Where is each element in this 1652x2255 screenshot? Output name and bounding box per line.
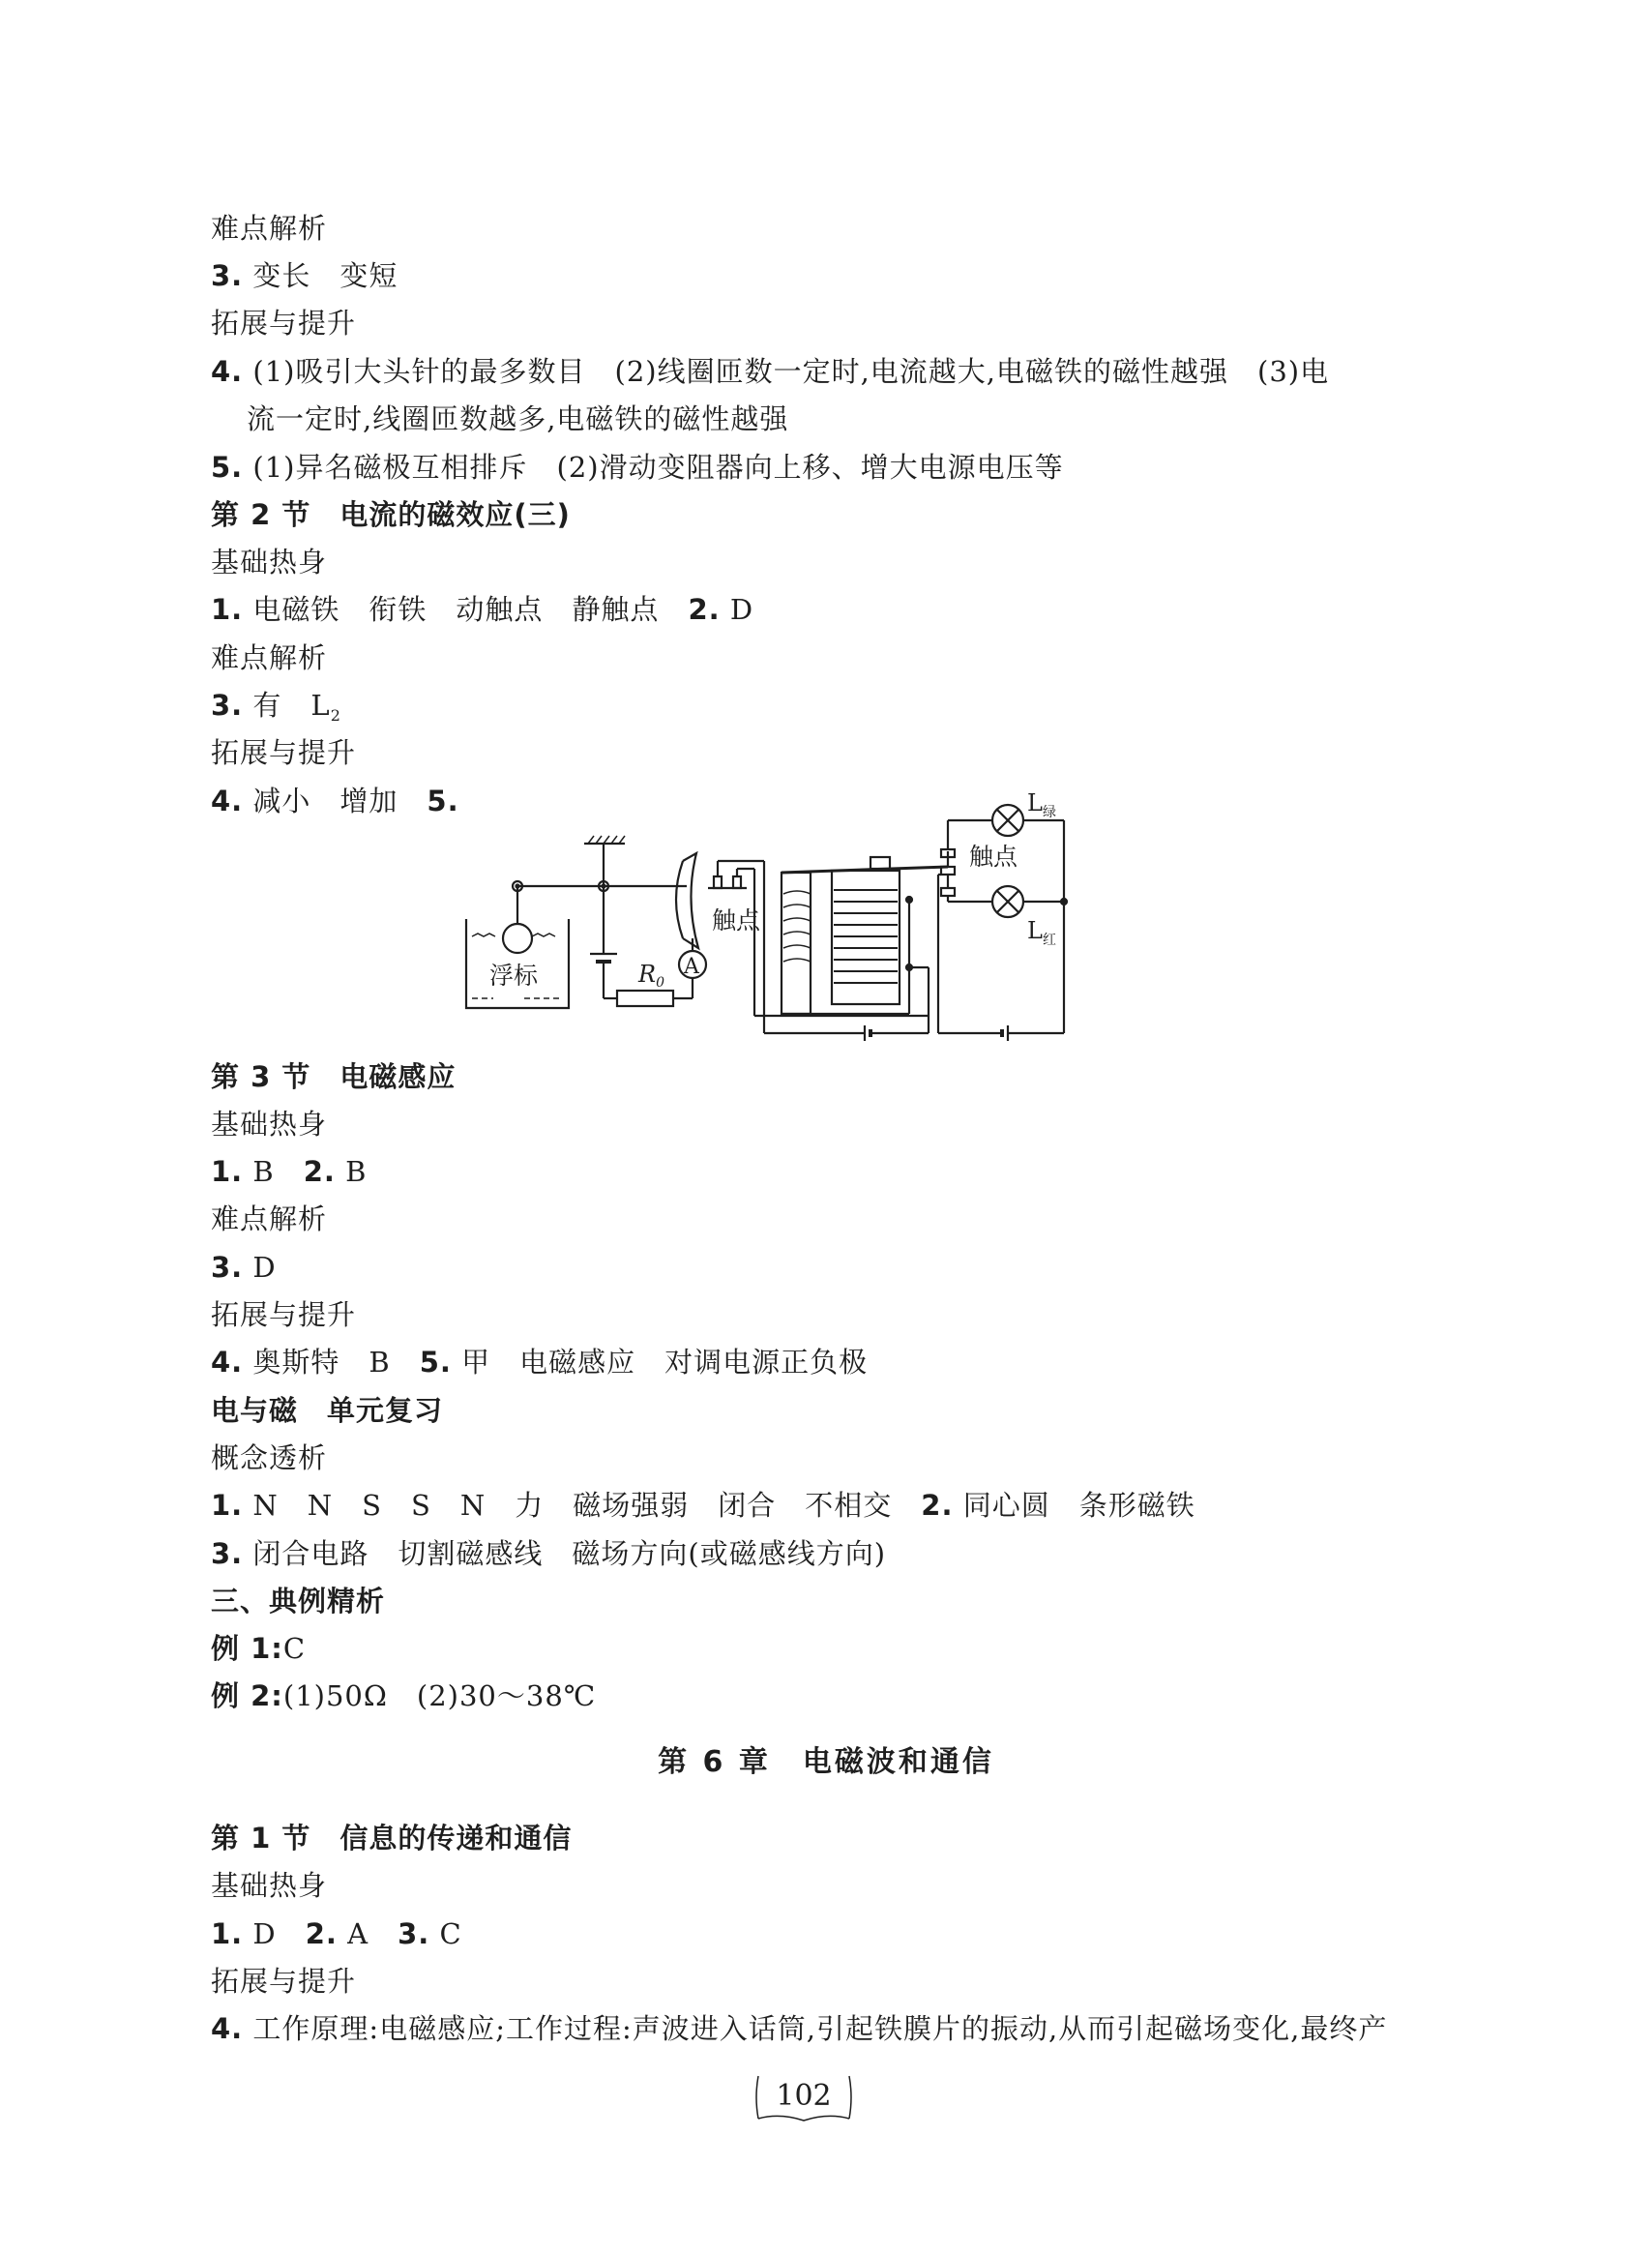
lamp-green-label: $L_绿$ xyxy=(1027,793,1056,820)
section-heading-warmup: 基础热身 xyxy=(211,1869,328,1902)
answer-line: 5. (1)异名磁极互相排斥 (2)滑动变阻器向上移、增大电源电压等 xyxy=(211,451,1064,484)
section-heading-extension: 拓展与提升 xyxy=(211,1298,357,1331)
section-title: 第 1 节 信息的传递和通信 xyxy=(211,1822,573,1854)
resistor-label: $R_0$ xyxy=(638,961,664,991)
section-heading-concepts: 概念透析 xyxy=(211,1441,328,1474)
section-title: 第 3 节 电磁感应 xyxy=(211,1060,457,1093)
contact-label-left: 触点 xyxy=(712,906,761,935)
section-heading-extension: 拓展与提升 xyxy=(211,736,357,769)
float-ball xyxy=(503,924,532,953)
answer-line: 1. 电磁铁 衔铁 动触点 静触点 2. D xyxy=(211,593,754,626)
answer-line: 4. 工作原理:电磁感应;工作过程:声波进入话筒,引起铁膜片的振动,从而引起磁场变化,最终产 xyxy=(211,2012,1388,2045)
section-heading-difficulty: 难点解析 xyxy=(211,641,328,674)
example-answer: 例 2:(1)50Ω (2)30～38℃ xyxy=(211,1679,597,1712)
ammeter-label: A xyxy=(684,955,699,979)
answer-line: 3. 变长 变短 xyxy=(211,259,398,292)
answer-line: 1. N N S S N 力 磁场强弱 闭合 不相交 2. 同心圆 条形磁铁 xyxy=(211,1489,1195,1522)
contact-left-1 xyxy=(714,876,722,888)
section-title: 第 2 节 电流的磁效应(三) xyxy=(211,498,571,531)
example-answer: 例 1:C xyxy=(211,1632,307,1665)
section-heading-examples: 三、典例精析 xyxy=(211,1585,386,1617)
answer-line: 1. D 2. A 3. C xyxy=(211,1917,462,1950)
page-number: 102 xyxy=(776,2079,832,2113)
relay-circuit-diagram xyxy=(455,793,1074,1045)
section-heading-difficulty: 难点解析 xyxy=(211,1202,328,1235)
section-title: 电与磁 单元复习 xyxy=(211,1394,444,1427)
chapter-title: 第 6 章 电磁波和通信 xyxy=(658,1745,994,1779)
section-heading-warmup: 基础热身 xyxy=(211,1108,328,1141)
section-heading-difficulty: 难点解析 xyxy=(211,212,328,245)
answer-line: 4. 减小 增加 5. xyxy=(211,785,459,817)
section-heading-extension: 拓展与提升 xyxy=(211,307,357,340)
answer-line: 3. D xyxy=(211,1251,277,1284)
answer-line-continued: 流一定时,线圈匝数越多,电磁铁的磁性越强 xyxy=(247,402,789,435)
contact-left-2 xyxy=(733,876,741,888)
answer-line: 4. (1)吸引大头针的最多数目 (2)线圈匝数一定时,电流越大,电磁铁的磁性越强 (3)电 xyxy=(211,355,1330,388)
answer-line: 4. 奥斯特 B 5. 甲 电磁感应 对调电源正负极 xyxy=(211,1346,869,1379)
float-label: 浮标 xyxy=(489,962,539,990)
section-heading-extension: 拓展与提升 xyxy=(211,1965,357,1998)
answer-line: 3. 有 $L_2$ xyxy=(211,689,341,725)
answer-line: 3. 闭合电路 切割磁感线 磁场方向(或磁感线方向) xyxy=(211,1537,887,1570)
section-heading-warmup: 基础热身 xyxy=(211,546,328,579)
electromagnet-relay xyxy=(782,857,948,1014)
resistor-r0 xyxy=(617,991,673,1006)
contact-label-right: 触点 xyxy=(969,843,1018,871)
lamp-red-label: $L_红$ xyxy=(1027,917,1056,948)
answer-line: 1. B 2. B xyxy=(211,1155,368,1188)
